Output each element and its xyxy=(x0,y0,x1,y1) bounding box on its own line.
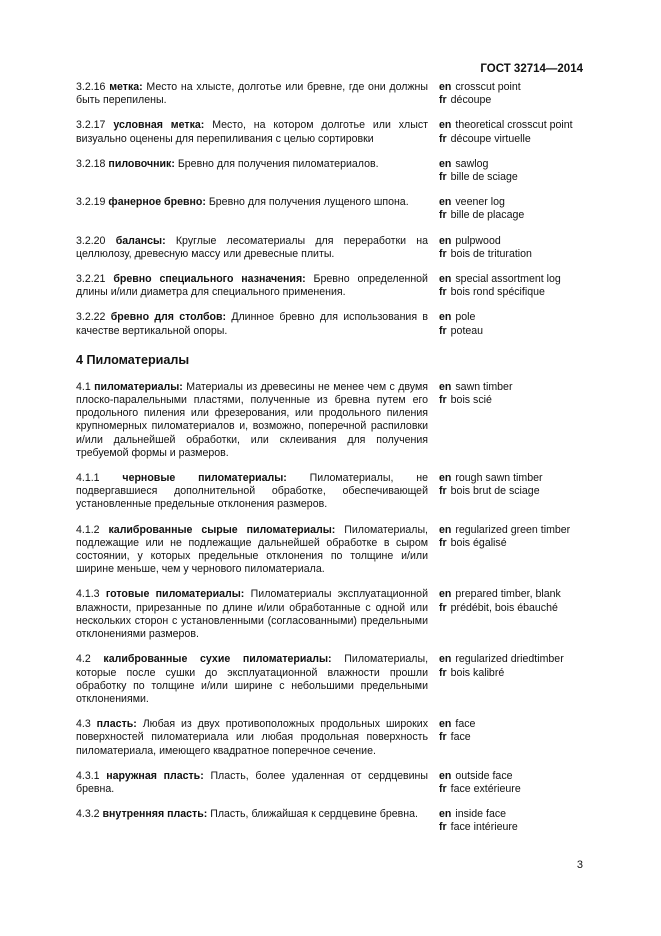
term-entry xyxy=(76,770,586,796)
document-content xyxy=(76,81,586,847)
translation-en xyxy=(439,808,586,821)
translation-fr xyxy=(439,209,586,222)
term-entry xyxy=(76,273,586,299)
language-code: en xyxy=(439,273,452,286)
term-entry xyxy=(76,158,586,184)
translation-text: regularized green timber xyxy=(455,523,571,536)
term-entry xyxy=(76,653,586,706)
language-code: fr xyxy=(439,132,447,145)
translation-text: veener log xyxy=(455,196,505,209)
translation-fr xyxy=(439,667,586,680)
term-definition xyxy=(76,808,428,834)
translation-text: theoretical crosscut point xyxy=(455,119,573,132)
term-definition xyxy=(76,81,428,107)
term-definition xyxy=(76,718,428,758)
term-definition xyxy=(76,311,428,337)
translation-text: bois rond spécifique xyxy=(450,286,545,299)
translations xyxy=(439,235,586,261)
translations xyxy=(439,718,586,758)
term-definition xyxy=(76,196,428,222)
term-entry xyxy=(76,588,586,641)
definition-text: Место, на котором долготье или хлыст визуально оценены для перепиливания с целью сортировки xyxy=(76,119,428,145)
translation-text: bois kalibré xyxy=(450,666,505,679)
translation-fr xyxy=(439,325,586,338)
language-code: fr xyxy=(439,821,447,834)
translation-text: inside face xyxy=(455,808,507,821)
language-code: fr xyxy=(439,782,447,795)
language-code: fr xyxy=(439,485,447,498)
section-title: 4 Пиломатериалы xyxy=(76,352,190,367)
translation-en xyxy=(439,718,586,731)
language-code: fr xyxy=(439,731,447,744)
term-entry xyxy=(76,718,586,758)
translation-fr xyxy=(439,731,586,744)
term-number: 4.3.1 xyxy=(76,769,100,782)
translation-text: bois de trituration xyxy=(450,247,532,260)
translation-en xyxy=(439,770,586,783)
language-code: fr xyxy=(439,324,447,337)
language-code: en xyxy=(439,808,452,821)
translation-en xyxy=(439,311,586,324)
translation-fr xyxy=(439,94,586,107)
language-code: fr xyxy=(439,601,447,614)
translation-en xyxy=(439,381,586,394)
term-definition xyxy=(76,158,428,184)
term-definition xyxy=(76,653,428,706)
term-name: калиброванные сырые пиломатериалы: xyxy=(108,523,336,536)
entries-after xyxy=(76,381,586,835)
term-entry xyxy=(76,196,586,222)
language-code: fr xyxy=(439,94,447,107)
translations xyxy=(439,273,586,299)
definition-text: Бревно для получения лущеного шпона. xyxy=(208,196,409,209)
term-name: балансы: xyxy=(115,234,166,247)
term-name: калиброванные сухие пиломатериалы: xyxy=(103,653,332,666)
term-number: 3.2.22 xyxy=(76,311,106,324)
translation-text: face xyxy=(450,731,471,744)
translations xyxy=(439,311,586,337)
language-code: en xyxy=(439,653,452,666)
language-code: en xyxy=(439,234,452,247)
term-number: 3.2.20 xyxy=(76,234,106,247)
translation-fr xyxy=(439,248,586,261)
translations xyxy=(439,770,586,796)
definition-text: Круглые лесоматериалы для переработки на целлюлозу, древесную массу или древесные плиты. xyxy=(76,234,428,260)
translation-text: bois égalisé xyxy=(450,536,507,549)
translation-fr xyxy=(439,821,586,834)
translation-text: special assortment log xyxy=(455,273,561,286)
term-name: пиловочник: xyxy=(108,157,175,170)
term-number: 4.1 xyxy=(76,380,91,393)
term-definition xyxy=(76,119,428,145)
translation-fr xyxy=(439,602,586,615)
term-name: внутренняя пласть: xyxy=(102,808,208,821)
translation-text: sawlog xyxy=(455,157,489,170)
definition-text: Пласть, ближайшая к сердцевине бревна. xyxy=(210,808,418,821)
translations xyxy=(439,588,586,641)
translation-text: bille de placage xyxy=(450,209,525,222)
term-definition xyxy=(76,235,428,261)
translation-text: crosscut point xyxy=(455,81,521,93)
language-code: fr xyxy=(439,536,447,549)
definition-text: Пиломатериалы эксплуатационной влажности, прирезанные по длине и/или обработанные с одной или нескольких сторон с установленными (согласованными) предельными отклонениями размеров. xyxy=(76,588,428,641)
term-name: условная метка: xyxy=(113,119,205,132)
term-entry xyxy=(76,235,586,261)
translation-en xyxy=(439,524,586,537)
language-code: fr xyxy=(439,666,447,679)
translation-en xyxy=(439,588,586,601)
language-code: en xyxy=(439,523,452,536)
term-name: метка: xyxy=(109,81,143,93)
definition-text: Пласть, более удаленная от сердцевины бревна. xyxy=(76,769,428,795)
term-definition xyxy=(76,524,428,577)
page-number: 3 xyxy=(576,859,583,871)
translation-text: bois scié xyxy=(450,394,492,407)
translation-text: regularized driedtimber xyxy=(455,653,564,666)
term-name: черновые пиломатериалы: xyxy=(122,472,287,485)
language-code: fr xyxy=(439,247,447,260)
definition-text: Любая из двух противоположных продольных широких поверхностей пиломатериала или любая продольная поверхность пиломатериала, имеющего квадратное поперечное сечение. xyxy=(76,718,428,757)
term-number: 3.2.18 xyxy=(76,157,106,170)
translation-text: prepared timber, blank xyxy=(455,588,561,601)
term-number: 3.2.17 xyxy=(76,119,106,132)
translation-text: face xyxy=(455,718,476,731)
definition-text: Место на хлысте, долготье или бревне, где они должны быть перепилены. xyxy=(76,81,428,107)
translation-en xyxy=(439,273,586,286)
term-number: 4.2 xyxy=(76,653,91,666)
translation-en xyxy=(439,158,586,171)
term-definition xyxy=(76,381,428,460)
term-number: 4.3.2 xyxy=(76,808,100,821)
term-number: 4.1.1 xyxy=(76,472,100,485)
term-name: бревно специального назначения: xyxy=(113,273,306,286)
language-code: en xyxy=(439,81,452,93)
translation-text: découpe virtuelle xyxy=(450,132,531,145)
translations xyxy=(439,196,586,222)
language-code: en xyxy=(439,119,452,132)
language-code: en xyxy=(439,588,452,601)
translations xyxy=(439,81,586,107)
term-number: 3.2.21 xyxy=(76,273,106,286)
term-name: бревно для столбов: xyxy=(110,311,227,324)
translation-text: pole xyxy=(455,311,476,324)
language-code: en xyxy=(439,472,452,485)
translations xyxy=(439,653,586,706)
term-name: фанерное бревно: xyxy=(108,196,206,209)
translation-en xyxy=(439,653,586,666)
translation-text: bois brut de sciage xyxy=(450,485,540,498)
translation-en xyxy=(439,235,586,248)
term-name: пиломатериалы: xyxy=(94,380,183,393)
definition-text: Бревно определенной длины и/или диаметра для специального применения. xyxy=(76,273,428,299)
translations xyxy=(439,381,586,460)
translation-text: poteau xyxy=(450,324,484,337)
translation-fr xyxy=(439,394,586,407)
definition-text: Длинное бревно для использования в качестве вертикальной опоры. xyxy=(76,311,428,337)
definition-text: Материалы из древесины не менее чем с двумя плоско-паралельными пластями, полученные из бревна путем его продольного пиления или фрезерования, или продольного пиления крупномерных пиломатериалов и, возможно, поперечной распиловки и/или дальнейшей обработки, или склеивания для получения требуемой формы и размеров. xyxy=(76,380,428,459)
term-entry xyxy=(76,119,586,145)
language-code: en xyxy=(439,718,452,731)
language-code: en xyxy=(439,769,452,782)
translation-fr xyxy=(439,286,586,299)
term-number: 4.1.3 xyxy=(76,588,100,601)
translation-en xyxy=(439,119,586,132)
translation-text: sawn timber xyxy=(455,380,513,393)
translation-text: face intérieure xyxy=(450,821,518,834)
definition-text: Пиломатериалы, которые после сушки до эксплуатационной влажности прошли обработку по толщине и/или ширине с небольшими предельными отклонениями. xyxy=(76,653,429,705)
term-name: готовые пиломатериалы: xyxy=(105,588,245,601)
translation-text: découpe xyxy=(450,94,492,107)
term-name: наружная пласть: xyxy=(106,769,204,782)
term-entry xyxy=(76,311,586,337)
term-number: 4.3 xyxy=(76,718,91,731)
term-number: 3.2.16 xyxy=(76,81,106,93)
translation-text: pulpwood xyxy=(455,234,501,247)
term-entry xyxy=(76,524,586,577)
language-code: fr xyxy=(439,209,447,222)
translations xyxy=(439,158,586,184)
term-entry xyxy=(76,472,586,512)
translations xyxy=(439,808,586,834)
translation-fr xyxy=(439,537,586,550)
term-number: 4.1.2 xyxy=(76,523,100,536)
standard-header: ГОСТ 32714—2014 xyxy=(480,63,583,75)
translations xyxy=(439,472,586,512)
translations xyxy=(439,524,586,577)
translation-fr xyxy=(439,171,586,184)
language-code: en xyxy=(439,380,452,393)
translation-en xyxy=(439,81,586,94)
term-definition xyxy=(76,472,428,512)
translations xyxy=(439,119,586,145)
translation-en xyxy=(439,472,586,485)
translation-fr xyxy=(439,485,586,498)
translation-fr xyxy=(439,133,586,146)
term-definition xyxy=(76,273,428,299)
term-entry xyxy=(76,81,586,107)
entries-before xyxy=(76,81,586,338)
translation-text: prédébit, bois ébauché xyxy=(450,601,558,614)
language-code: en xyxy=(439,311,452,324)
term-entry xyxy=(76,808,586,834)
language-code: fr xyxy=(439,286,447,299)
term-definition xyxy=(76,588,428,641)
term-name: пласть: xyxy=(96,718,137,731)
translation-text: outside face xyxy=(455,769,513,782)
term-definition xyxy=(76,770,428,796)
term-entry xyxy=(76,381,586,460)
translation-text: face extérieure xyxy=(450,782,521,795)
definition-text: Бревно для получения пиломатериалов. xyxy=(177,157,379,170)
definition-text: Пиломатериалы, подлежащие или не подлежащие дальнейшей обработке в сыром состоянии, у которых предельные отклонения по толщине и/или ширине меньше, чем у чернового пиломатериала. xyxy=(76,523,428,576)
translation-text: bille de sciage xyxy=(450,171,518,184)
definition-text: Пиломатериалы, не подвергавшиеся дополнительной обработке, обеспечивающей установленные предельные отклонения размеров. xyxy=(76,472,428,511)
translation-en xyxy=(439,196,586,209)
language-code: fr xyxy=(439,394,447,407)
language-code: en xyxy=(439,157,452,170)
translation-fr xyxy=(439,783,586,796)
term-number: 3.2.19 xyxy=(76,196,106,209)
language-code: fr xyxy=(439,171,447,184)
translation-text: rough sawn timber xyxy=(455,472,543,485)
language-code: en xyxy=(439,196,452,209)
